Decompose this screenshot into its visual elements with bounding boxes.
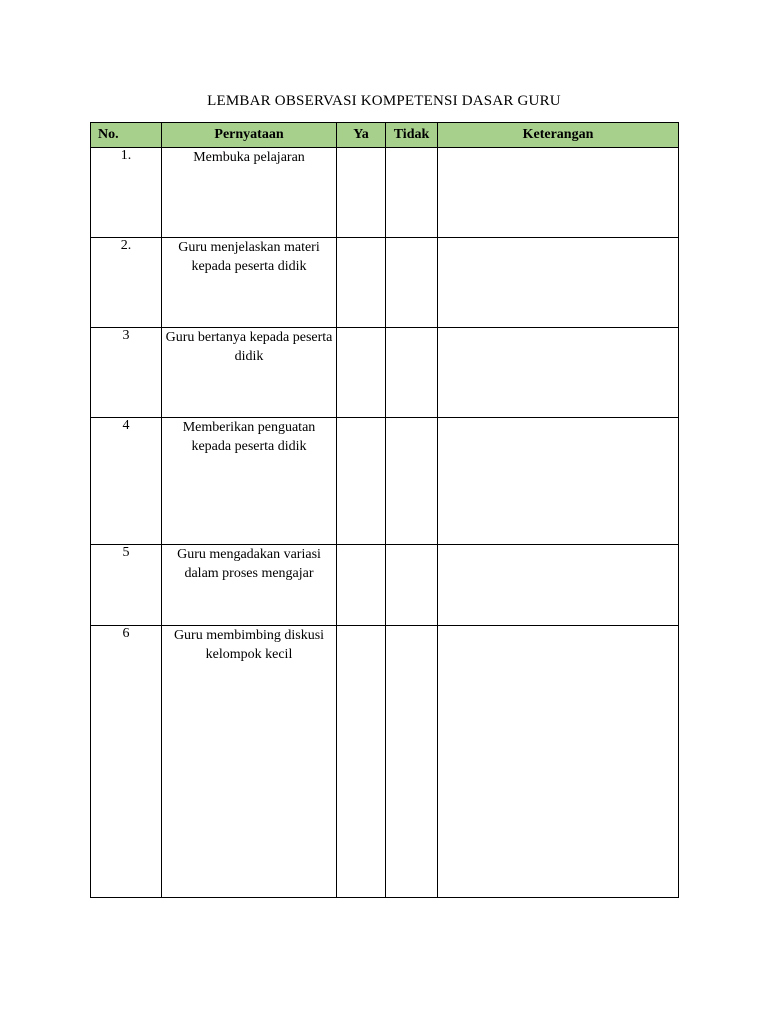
yes-cell[interactable] [337,418,386,545]
no-answer-cell[interactable] [386,626,438,898]
header-no-answer: Tidak [386,123,438,148]
row-number: 2. [91,238,162,328]
yes-cell[interactable] [337,328,386,418]
row-statement: Guru membimbing diskusi kelompok kecil [162,626,337,898]
no-answer-cell[interactable] [386,418,438,545]
yes-cell[interactable] [337,238,386,328]
row-number: 1. [91,148,162,238]
table-row [91,148,679,238]
header-yes: Ya [337,123,386,148]
row-statement: Guru menjelaskan materi kepada peserta didik [162,238,337,328]
row-number: 6 [91,626,162,898]
table-header-row [91,123,679,148]
row-number: 4 [91,418,162,545]
table-row [91,545,679,626]
row-statement: Memberikan penguatan kepada peserta didik [162,418,337,545]
no-answer-cell[interactable] [386,238,438,328]
table-row [91,418,679,545]
table-row [91,328,679,418]
row-statement: Guru mengadakan variasi dalam proses mengajar [162,545,337,626]
no-answer-cell[interactable] [386,148,438,238]
document-title: LEMBAR OBSERVASI KOMPETENSI DASAR GURU [207,93,561,109]
yes-cell[interactable] [337,626,386,898]
header-statement: Pernyataan [162,123,337,148]
yes-cell[interactable] [337,148,386,238]
row-number: 3 [91,328,162,418]
observation-table [90,122,679,898]
no-answer-cell[interactable] [386,545,438,626]
remarks-cell[interactable] [438,418,679,545]
row-statement: Guru bertanya kepada peserta didik [162,328,337,418]
row-number: 5 [91,545,162,626]
remarks-cell[interactable] [438,545,679,626]
table-row [91,626,679,898]
header-no: No. [91,123,162,148]
remarks-cell[interactable] [438,328,679,418]
no-answer-cell[interactable] [386,328,438,418]
remarks-cell[interactable] [438,148,679,238]
yes-cell[interactable] [337,545,386,626]
table-row [91,238,679,328]
header-remarks: Keterangan [438,123,679,148]
remarks-cell[interactable] [438,626,679,898]
row-statement: Membuka pelajaran [162,148,337,238]
remarks-cell[interactable] [438,238,679,328]
